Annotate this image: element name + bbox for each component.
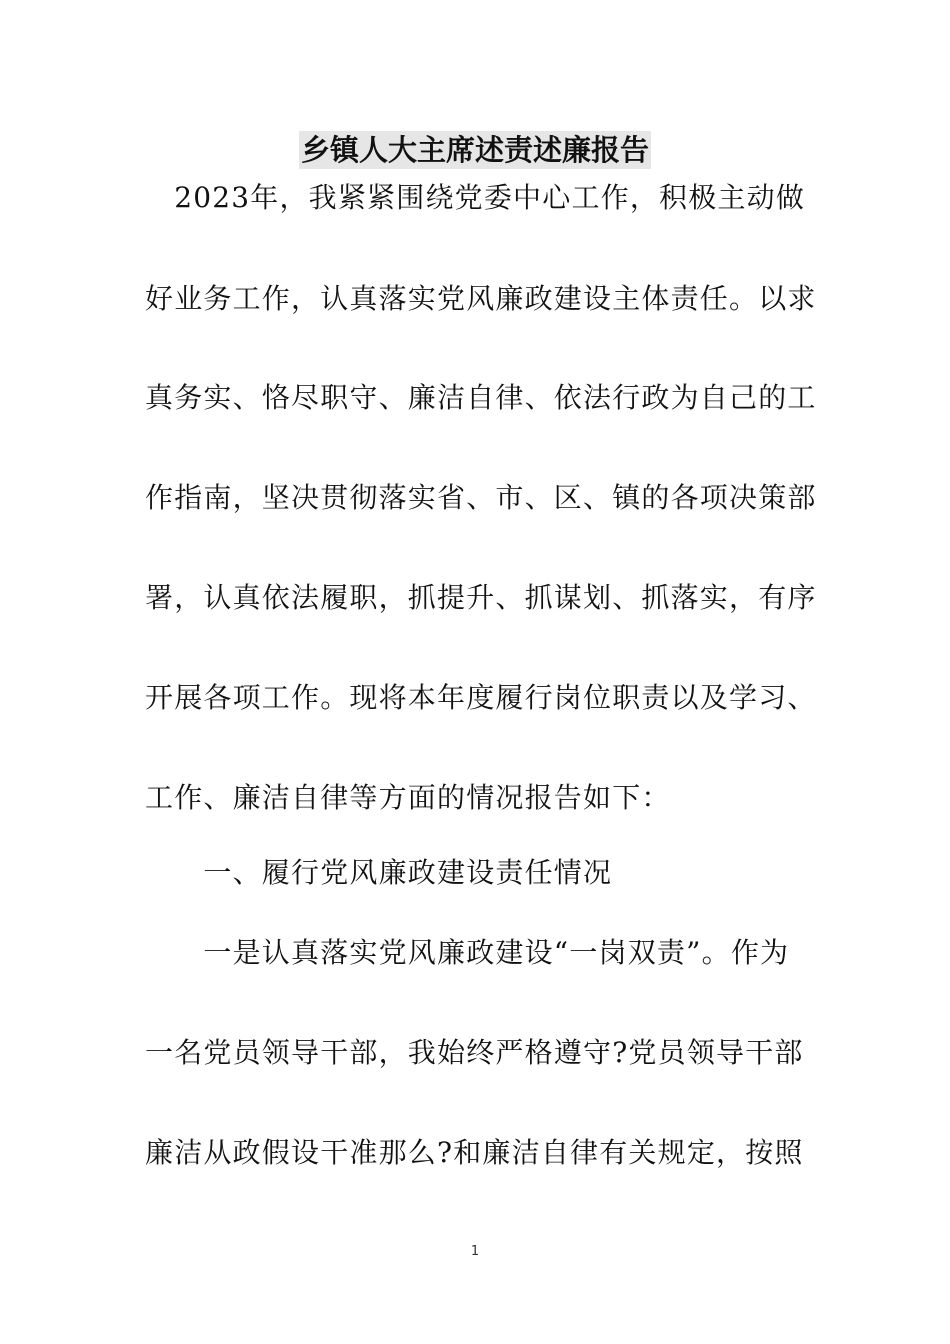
document-title: 乡镇人大主席述责述廉报告 <box>300 133 649 167</box>
title-container <box>0 131 950 169</box>
paragraph-line: 署，认真依法履职，抓提升、抓谋划、抓落实，有序 <box>145 581 817 614</box>
paragraph-line: 作指南，坚决贯彻落实省、市、区、镇的各项决策部 <box>145 481 817 514</box>
paragraph-line: 一名党员领导干部，我始终严格遵守?党员领导干部 <box>145 1036 804 1069</box>
paragraph-line: 好业务工作，认真落实党风廉政建设主体责任。以求 <box>145 282 817 315</box>
section-heading: 一、履行党风廉政建设责任情况 <box>145 856 613 889</box>
page-number: 1 <box>470 1244 480 1259</box>
paragraph-line: 一是认真落实党风廉政建设“一岗双责”。作为 <box>145 936 790 969</box>
paragraph-line: 开展各项工作。现将本年度履行岗位职责以及学习、 <box>145 681 817 714</box>
paragraph-line: 真务实、恪尽职守、廉洁自律、依法行政为自己的工 <box>145 381 817 414</box>
paragraph-line: 工作、廉洁自律等方面的情况报告如下： <box>145 781 671 814</box>
paragraph-line: 廉洁从政假设干准那么?和廉洁自律有关规定，按照 <box>145 1136 804 1169</box>
paragraph-line: 2023年，我紧紧围绕党委中心工作，积极主动做 <box>145 181 806 214</box>
